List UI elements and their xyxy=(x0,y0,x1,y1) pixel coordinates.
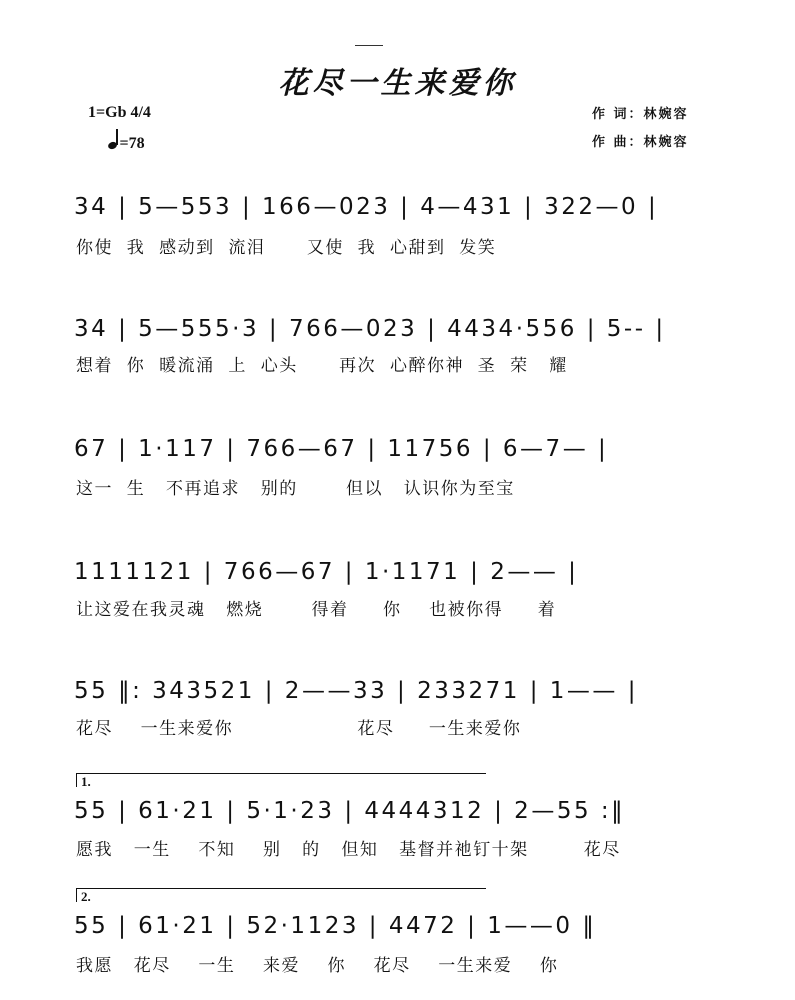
lyric-row-1: 你使 我 感动到 流泪 又使 我 心甜到 发笑 xyxy=(76,238,497,258)
lyric-row-5: 花尽 一生来爱你 花尽 一生来爱你 xyxy=(76,719,522,739)
notation-row-6: 55 | 61·21 | 5·1·23 | 4444312 | 2—55 :‖ xyxy=(74,798,626,824)
notation-row-7: 55 | 61·21 | 52·1123 | 4472 | 1——0 ‖ xyxy=(74,913,597,939)
title-mark xyxy=(355,45,383,46)
notation-row-4: 1111121 | 766—67 | 1·1171 | 2—— | xyxy=(74,559,579,585)
key-signature: 1=Gb 4/4 xyxy=(88,104,151,121)
notation-row-3: 67 | 1·117 | 766—67 | 11756 | 6—7— | xyxy=(74,436,609,462)
song-title: 花尽一生来爱你 xyxy=(278,66,517,101)
second-ending-bracket: 2. xyxy=(76,888,486,902)
lyricist-credit: 作 词：林婉容 xyxy=(592,107,689,122)
lyric-row-3: 这一 生 不再追求 别的 但以 认识你为至宝 xyxy=(76,479,515,499)
tempo-marking xyxy=(108,132,145,153)
notation-row-5: 55 ‖: 343521 | 2——33 | 233271 | 1—— | xyxy=(74,678,638,704)
tempo-value: =78 xyxy=(119,135,145,152)
notation-row-1: 34 | 5—553 | 166—023 | 4—431 | 322—0 | xyxy=(74,194,659,220)
lyric-row-4: 让这爱在我灵魂 燃烧 得着 你 也被你得 着 xyxy=(76,600,557,620)
note-stem xyxy=(116,129,118,145)
lyric-row-2: 想着 你 暖流涌 上 心头 再次 心醉你神 圣 荣 耀 xyxy=(76,356,568,376)
lyric-row-6: 愿我 一生 不知 别 的 但知 基督并祂钉十架 花尽 xyxy=(76,840,621,860)
lyric-row-7: 我愿 花尽 一生 来爱 你 花尽 一生来爱 你 xyxy=(76,956,559,976)
composer-credit: 作 曲：林婉容 xyxy=(592,135,689,150)
notation-row-2: 34 | 5—555·3 | 766—023 | 4434·556 | 5-- | xyxy=(74,316,666,342)
first-ending-bracket: 1. xyxy=(76,773,486,787)
